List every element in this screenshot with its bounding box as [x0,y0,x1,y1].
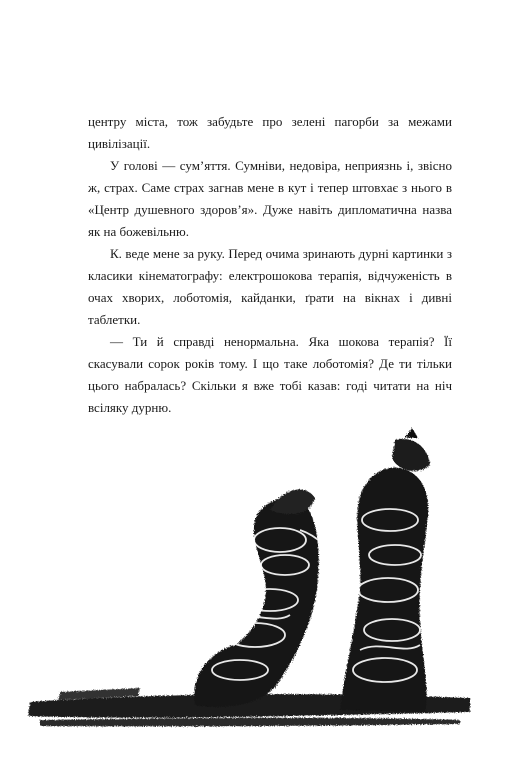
paragraph-3: К. веде мене за руку. Перед очима зринають дурні картинки з класики кінематографу: електрошокова терапія, відчуженість в очах хворих, лоботомія, кайданки, ґрати на вікнах і дивні таблетки. [88,246,452,327]
paragraph-1: центру міста, тож забудьте про зелені пагорби за межами цивілізації. [88,114,452,151]
paragraph-2: У голові — сум’яття. Сумніви, недовіра, неприязнь і, звісно ж, страх. Саме страх загнав мене в кут і тепер штовхає з нього в «Центр душевного здоров’я». Дуже навіть дипломатична назва як на божевільню. [88,158,452,239]
bound-feet-ink-illustration-icon [0,420,512,771]
left-foot [194,489,318,706]
paragraph-4: — Ти й справді ненормальна. Яка шокова терапія? Її скасували сорок років тому. І що таке лоботомія? Де ти тільки цього набралась? Скільки я вже тобі казав: годі читати на ніч всіляку дурню. [88,334,452,415]
body-text [88,111,452,419]
